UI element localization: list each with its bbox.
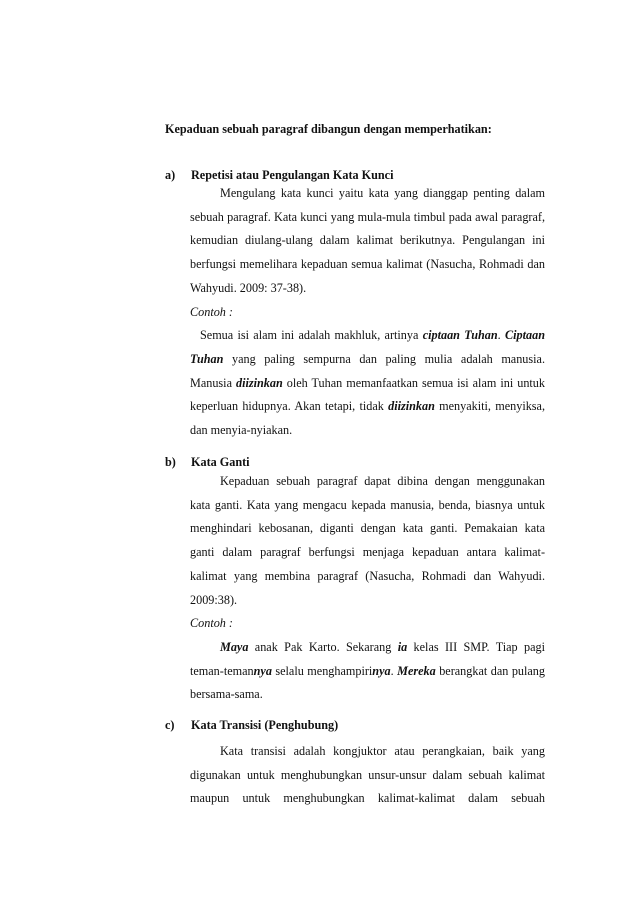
example-emphasis: ciptaan Tuhan (422, 328, 498, 343)
section-a-title-text: Repetisi atau Pengulangan Kata Kunci (191, 168, 394, 182)
example-text: yang paling sempurna dan paling mulia adalah manusia. Manusia (190, 351, 545, 390)
example-emphasis: nya (253, 663, 272, 678)
example-text: berangkat dan pulang bersama-sama. (190, 663, 545, 702)
section-c-letter: c) (165, 718, 175, 732)
section-b-body (190, 470, 545, 707)
example-emphasis: nya (372, 663, 391, 678)
example-text: selalu menghampiri (271, 663, 373, 678)
section-a-example (190, 324, 545, 443)
section-b-example (190, 636, 545, 707)
section-a-contoh-label: Contoh : (190, 304, 233, 319)
example-emphasis: diizinkan (235, 375, 283, 390)
example-text: menyakiti, menyiksa, dan menyia-nyiakan. (190, 399, 545, 438)
example-text: Semua isi alam ini adalah makhluk, artinya (200, 328, 423, 343)
section-b-paragraph: Kepaduan sebuah paragraf dapat dibina dengan menggunakan kata ganti. Kata yang mengacu kepada manusia, benda, biasnya untuk menghindari kebosanan, diganti dengan kata ganti. Pemakaian kata ganti dalam paragraf berfungsi menjaga kepaduan antara kalimat-kalimat yang membina paragraf (Nasucha, Rohmadi dan Wahyudi. 2009:38). (190, 474, 545, 607)
section-a-title (165, 168, 393, 183)
example-emphasis: diizinkan (388, 399, 435, 414)
example-text: anak Pak Karto. Sekarang (248, 639, 398, 654)
example-text: oleh Tuhan memanfaatkan semua isi alam ini untuk keperluan hidupnya. Akan tetapi, tidak (190, 375, 545, 414)
example-text: . (390, 663, 398, 678)
example-emphasis: Maya (220, 639, 249, 654)
section-c-body (190, 740, 545, 811)
section-b-title-text: Kata Ganti (191, 455, 250, 469)
page-heading: Kepaduan sebuah paragraf dibangun dengan memperhatikan: (165, 122, 492, 136)
example-text: kelas III SMP. Tiap pagi teman-teman (190, 639, 545, 678)
example-emphasis: Ciptaan Tuhan (190, 328, 545, 366)
example-emphasis: ia (397, 639, 408, 654)
section-c-title-text: Kata Transisi (Penghubung) (191, 718, 339, 732)
section-b-title (165, 455, 250, 470)
section-b-contoh-label: Contoh : (190, 616, 233, 631)
example-text: . (497, 328, 506, 343)
example-emphasis: Mereka (397, 663, 436, 678)
section-b-letter: b) (165, 455, 176, 469)
section-c-paragraph: Kata transisi adalah kongjuktor atau perangkaian, baik yang digunakan untuk menghubungkan unsur-unsur dalam sebuah kalimat maupun untuk menghubungkan kalimat-kalimat dalam sebuah (190, 744, 545, 806)
section-a-letter: a) (165, 168, 176, 182)
section-c-title (165, 718, 338, 733)
section-a-paragraph: Mengulang kata kunci yaitu kata yang dianggap penting dalam sebuah paragraf. Kata kunci yang mula-mula timbul pada awal paragraf, kemudian diulang-ulang dalam kalimat berikutnya. Pengulangan ini berfungsi memelihara kepaduan semua kalimat (Nasucha, Rohmadi dan Wahyudi. 2009: 37-38). (190, 186, 545, 295)
section-a-body (190, 182, 545, 443)
